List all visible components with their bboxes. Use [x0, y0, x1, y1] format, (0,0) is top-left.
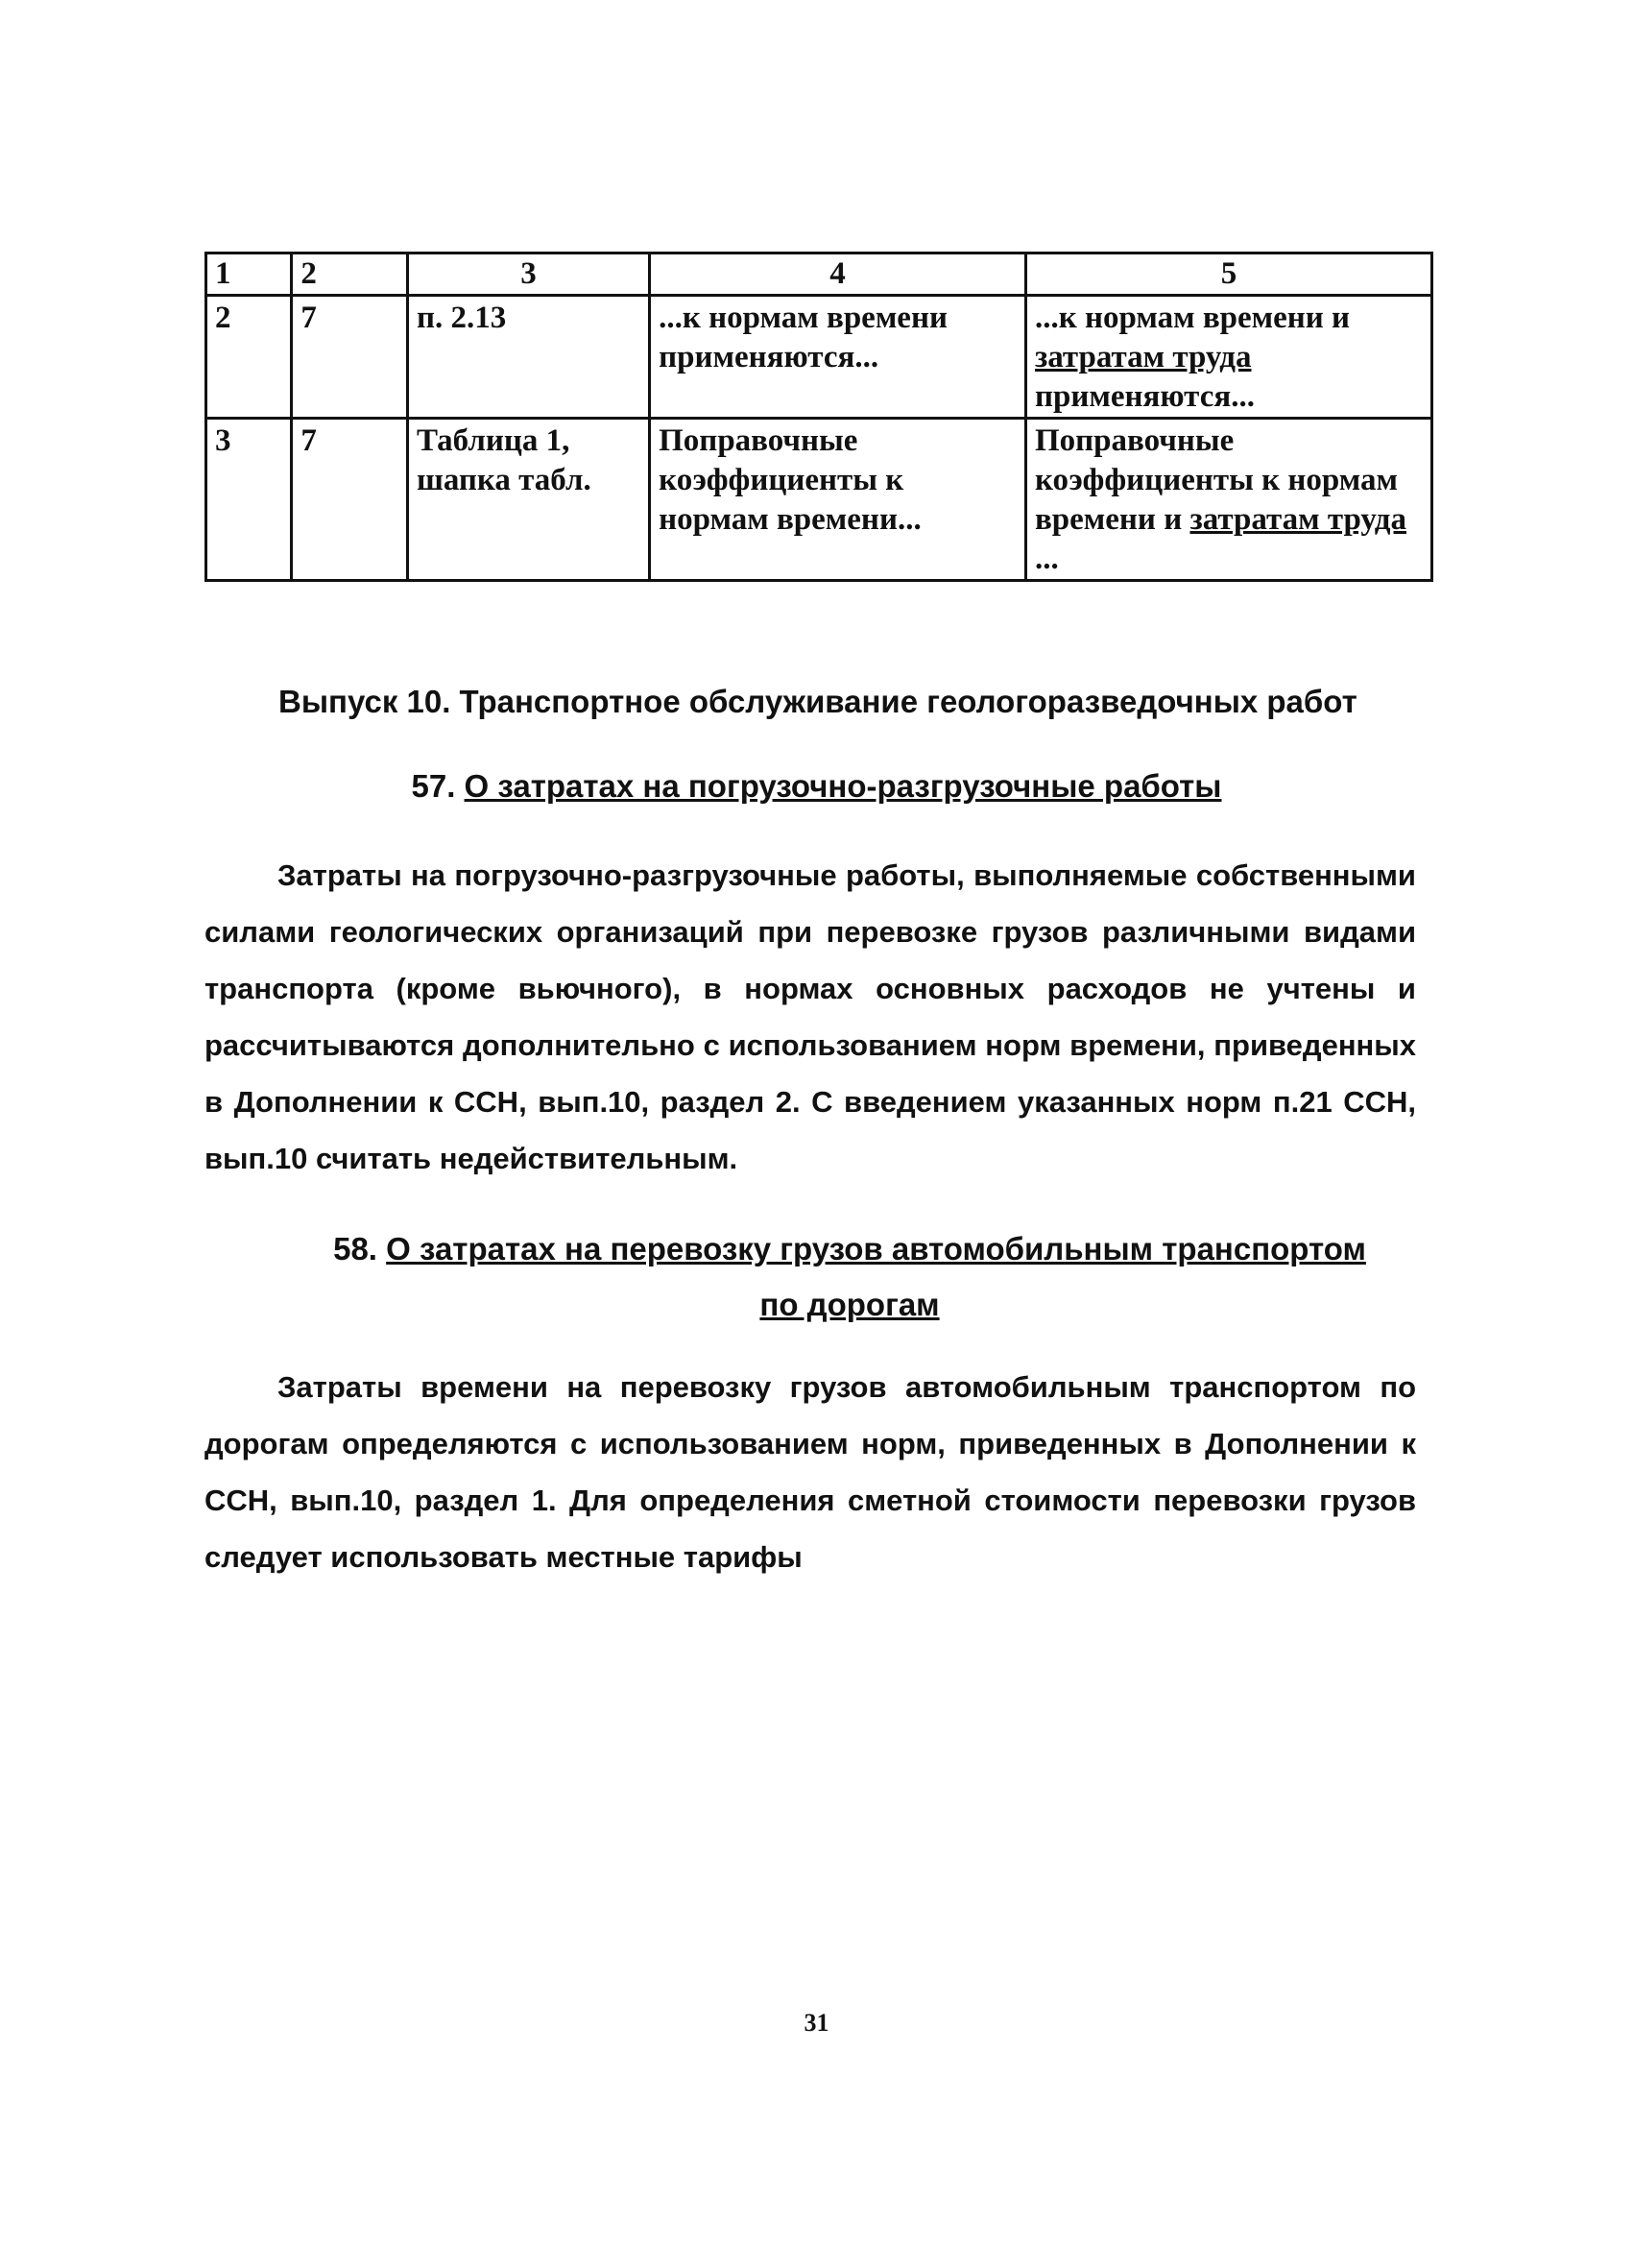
corrected-text-post: ...: [1034, 542, 1059, 576]
location-cell: Таблица 1, шапка табл.: [407, 419, 649, 581]
table-row: [206, 419, 1432, 581]
page-cell: 7: [292, 419, 408, 581]
corrected-text-cell: [1025, 296, 1431, 419]
corrected-text-pre: Поправочные коэффициенты к нормам времени и: [1034, 423, 1398, 537]
page-cell: 7: [292, 296, 408, 419]
section-57-title: О затратах на погрузочно-разгрузочные работы: [464, 768, 1222, 804]
section-58-number: 58.: [333, 1231, 387, 1267]
header-cell-5: 5: [1025, 253, 1431, 296]
header-cell-1: 1: [206, 253, 292, 296]
header-cell-3: 3: [407, 253, 649, 296]
section-57-number: 57.: [411, 768, 465, 804]
corrected-text-post: применяются...: [1034, 379, 1255, 414]
corrected-text-underlined: затратам труда: [1034, 340, 1252, 374]
row-number-cell: 3: [206, 419, 292, 581]
section-58-title: О затратах на перевозку грузов автомобильным транспортом по дорогам: [386, 1231, 1366, 1322]
table-header-row: [206, 253, 1432, 296]
location-cell: п. 2.13: [407, 296, 649, 419]
corrected-text-cell: [1025, 419, 1431, 581]
corrections-table: [204, 252, 1433, 582]
printed-text-cell: Поправочные коэффициенты к нормам времени...: [650, 419, 1026, 581]
section-58-heading: [326, 1221, 1373, 1333]
section-57-heading: [0, 768, 1633, 805]
printed-text-cell: ...к нормам времени применяются...: [650, 296, 1026, 419]
table-row: [206, 296, 1432, 419]
issue-title: Выпуск 10. Транспортное обслуживание геологоразведочных работ: [278, 684, 1357, 719]
page-number: 31: [804, 2009, 829, 2037]
section-58-paragraph: Затраты времени на перевозку грузов автомобильным транспортом по дорогам определяются с использованием норм, приведенных в Дополнении к ССН, вып.10, раздел 1. Для определения сметной стоимости перевозки грузов следует использовать местные тарифы: [204, 1370, 1416, 1574]
corrected-text-underlined: затратам труда: [1189, 502, 1406, 537]
header-cell-2: 2: [292, 253, 408, 296]
corrected-text-pre: ...к нормам времени и: [1034, 301, 1351, 335]
row-number-cell: 2: [206, 296, 292, 419]
section-57-paragraph: Затраты на погрузочно-разгрузочные работы, выполняемые собственными силами геологических организаций при перевозке грузов различными видами транспорта (кроме вьючного), в нормах основных расходов не учтены и рассчитываются дополнительно с использованием норм времени, приведенных в Дополнении к ССН, вып.10, раздел 2. С введением указанных норм п.21 ССН, вып.10 считать недействительным.: [204, 858, 1416, 1175]
header-cell-4: 4: [650, 253, 1026, 296]
